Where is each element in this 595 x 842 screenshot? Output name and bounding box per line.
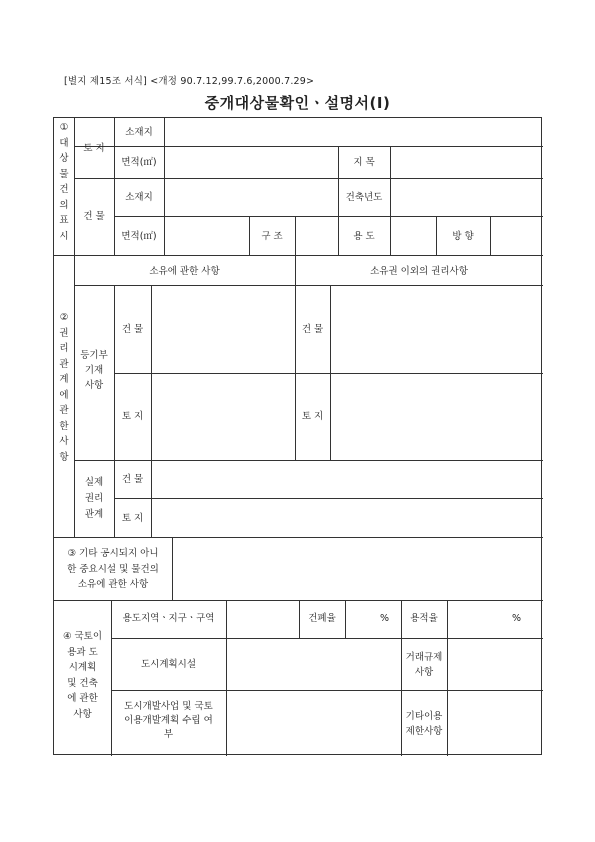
section3-label: ③ 기타 공시되지 아니 한 중요시설 및 물건의 소유에 관한 사항	[67, 548, 159, 590]
bldg-address-label: 소재지	[125, 192, 153, 203]
land-address-label: 소재지	[125, 127, 153, 138]
section4-label: ④ 국토이 용과 도 시계획 및 건축 에 관한 사항	[62, 631, 103, 720]
trade-reg-label: 거래규제 사항	[405, 652, 443, 678]
far-unit: %	[511, 613, 521, 624]
bldg-use-label: 용 도	[353, 231, 375, 242]
other-building-label: 건 물	[301, 324, 324, 335]
bldg-area-label: 면적(㎡)	[121, 231, 157, 242]
registry-land-label: 토 지	[121, 411, 144, 422]
registry-label: 등기부 기재 사항	[80, 350, 108, 391]
bldg-structure-label: 구 조	[261, 231, 283, 242]
zoning-label: 용도지역ㆍ지구ㆍ구역	[122, 613, 215, 624]
form-reference: [별지 제15조 서식] <개정 90.7.12,99.7.6,2000.7.29>	[64, 76, 315, 87]
actual-land-label: 토 지	[121, 513, 144, 524]
other-rights-header: 소유권 이외의 권리사항	[370, 266, 468, 277]
actual-rights-label: 실제 권리 관계	[84, 477, 104, 520]
coverage-label: 건폐율	[308, 613, 336, 624]
land-area-label: 면적(㎡)	[121, 157, 157, 168]
section1-label: ① 대 상 물 건 의 표 시	[59, 122, 69, 242]
registry-building-label: 건 물	[121, 324, 144, 335]
bldg-year-label: 건축년도	[345, 192, 383, 203]
actual-building-label: 건 물	[121, 474, 144, 485]
page-title: 중개대상물확인ㆍ설명서(Ⅰ)	[204, 94, 391, 112]
ownership-header: 소유에 관한 사항	[149, 266, 220, 277]
land-label: 토 지	[83, 143, 105, 154]
other-land-label: 토 지	[301, 411, 324, 422]
section2-label: ② 권 리 관 계 에 관 한 사 항	[59, 312, 69, 463]
dev-plan-label: 도시개발사업 및 국토 이용개발계획 수립 여 부	[124, 701, 213, 740]
land-category-label: 지 목	[353, 157, 375, 168]
coverage-unit: %	[379, 613, 389, 624]
bldg-direction-label: 방 향	[452, 231, 474, 242]
building-label: 건 물	[83, 211, 105, 222]
other-use-label: 기타이용 제한사항	[405, 711, 443, 737]
confirmation-form	[53, 117, 542, 755]
far-label: 용적율	[410, 613, 438, 624]
urban-facility-label: 도시계획시설	[140, 659, 197, 670]
